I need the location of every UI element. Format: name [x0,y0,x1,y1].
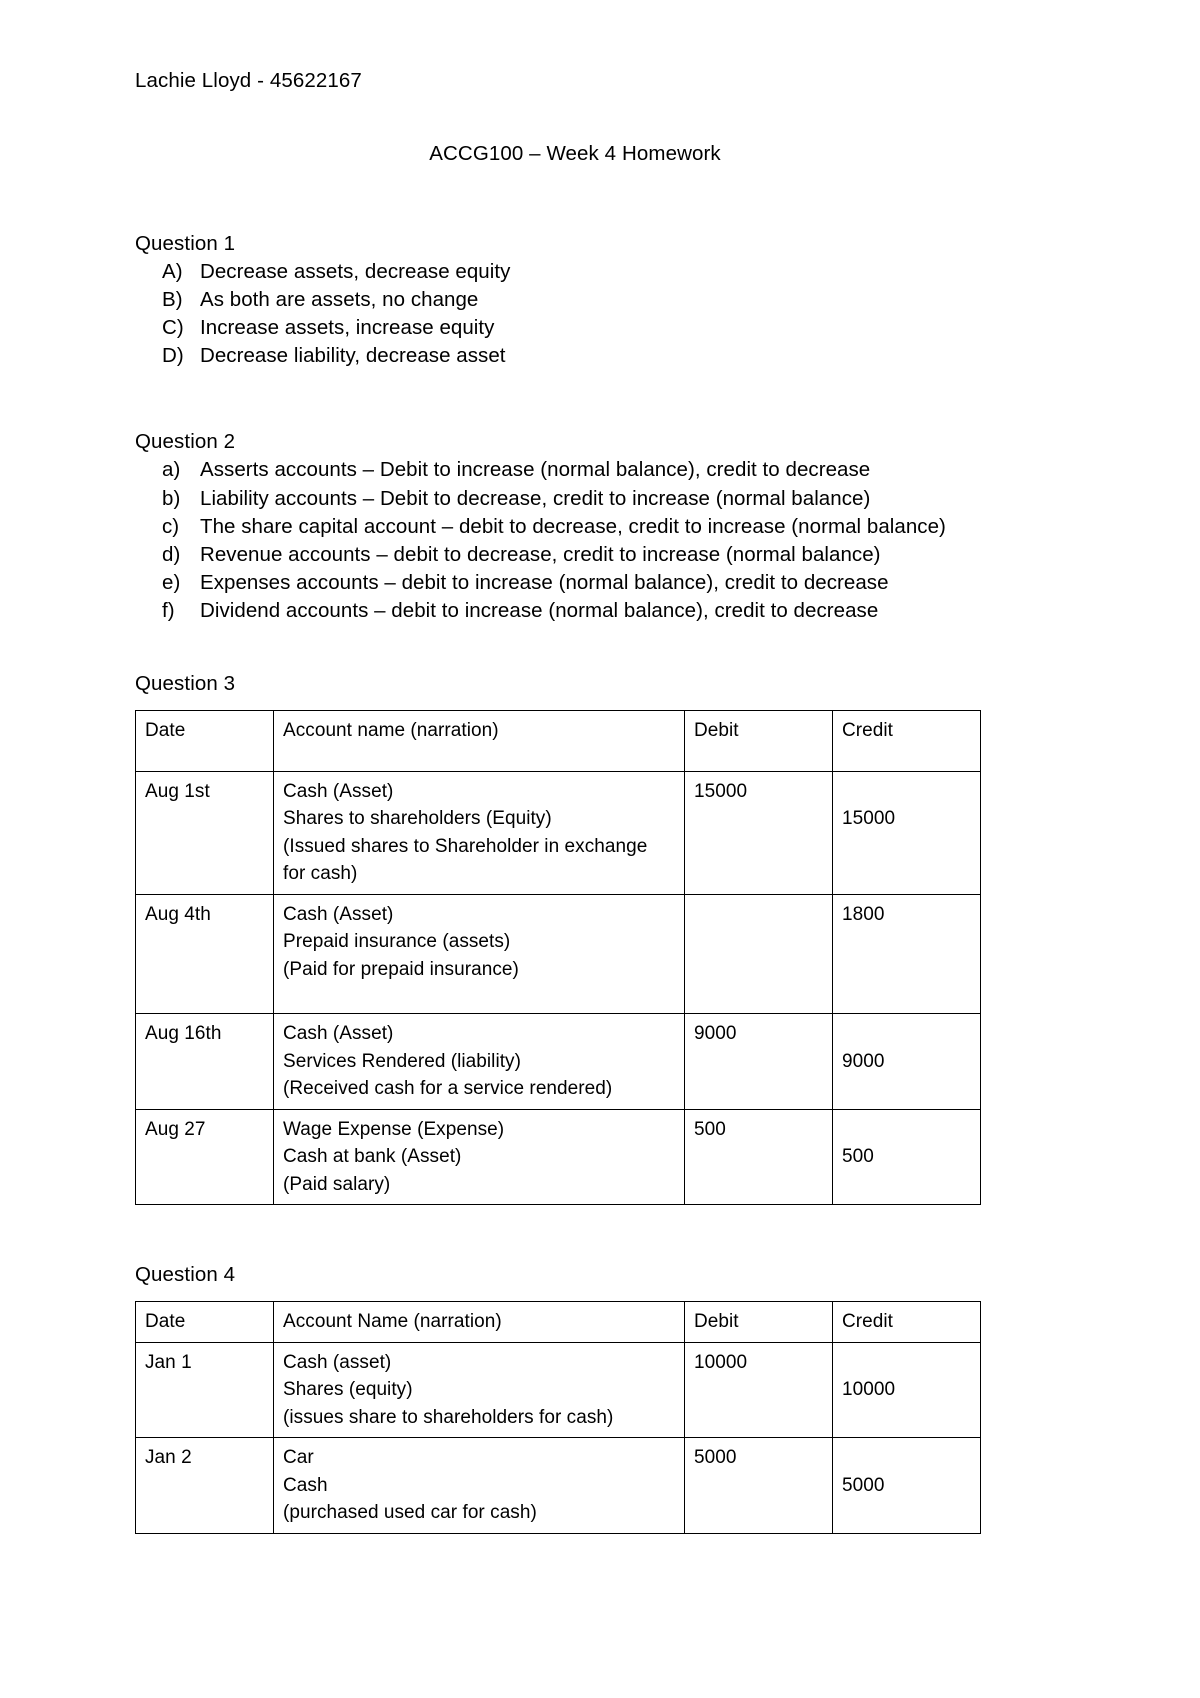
table-row [136,1438,981,1534]
author-line: Lachie Lloyd - 45622167 [135,69,362,92]
question-1-answer-list [135,258,1080,371]
cell-credit [833,1438,981,1534]
question-2-answer-list [135,456,1080,625]
debit-amount: 500 [694,1118,726,1140]
credit-amount: 1800 [842,903,885,925]
account-line: Wage Expense (Expense) [283,1118,505,1140]
column-header-debit: Debit [685,710,833,771]
credit-amount: 15000 [842,808,896,830]
list-item [135,456,1080,484]
cell-account [274,1014,685,1110]
list-marker: D) [162,344,184,368]
account-line: Cash at bank (Asset) [283,1146,462,1168]
account-line: Shares to shareholders (Equity) [283,808,552,830]
table-row [136,894,981,1014]
table-header-row [136,710,981,771]
question-4-heading: Question 4 [135,1263,236,1287]
account-line: (Paid salary) [283,1173,391,1195]
cell-credit [833,1109,981,1205]
question-2-heading: Question 2 [135,430,236,454]
cell-account [274,1438,685,1534]
list-text: Revenue accounts – debit to decrease, credit to increase (normal balance) [200,543,881,567]
column-header-account: Account Name (narration) [274,1302,685,1343]
question-3-journal-table [135,710,981,1206]
list-item [135,258,1080,286]
list-text: The share capital account – debit to decrease, credit to increase (normal balance) [200,514,946,538]
account-line: for cash) [283,863,358,885]
column-header-credit: Credit [833,1302,981,1343]
credit-amount: 9000 [842,1050,885,1072]
cell-date: Aug 4th [136,894,274,1014]
list-marker: A) [162,259,183,283]
column-header-credit: Credit [833,710,981,771]
cell-debit [685,771,833,894]
list-text: Decrease assets, decrease equity [200,259,511,283]
account-line: Car [283,1447,314,1469]
account-line: Cash (Asset) [283,903,394,925]
cell-account [274,1109,685,1205]
cell-credit [833,1014,981,1110]
cell-debit [685,894,833,1014]
list-marker: d) [162,543,181,567]
list-item [135,597,1080,625]
list-item [135,286,1080,314]
account-line: (Received cash for a service rendered) [283,1078,613,1100]
table-row [136,1014,981,1110]
cell-credit [833,1342,981,1438]
table-row [136,1342,981,1438]
list-item [135,485,1080,513]
account-line: (Issued shares to Shareholder in exchange [283,835,648,857]
cell-debit [685,1014,833,1110]
list-text: As both are assets, no change [200,287,479,311]
list-marker: a) [162,458,181,482]
column-header-date: Date [136,710,274,771]
question-4-journal-table [135,1301,981,1534]
list-item [135,513,1080,541]
list-item [135,569,1080,597]
column-header-account: Account name (narration) [274,710,685,771]
table-row [136,1109,981,1205]
debit-amount: 9000 [694,1023,737,1045]
question-1-heading: Question 1 [135,231,236,255]
list-marker: f) [162,599,175,623]
cell-debit [685,1109,833,1205]
list-text: Asserts accounts – Debit to increase (normal balance), credit to decrease [200,458,871,482]
account-line: Cash (Asset) [283,780,394,802]
column-header-debit: Debit [685,1302,833,1343]
list-marker: b) [162,486,181,510]
account-line: (Paid for prepaid insurance) [283,958,519,980]
list-marker: c) [162,514,180,538]
credit-amount: 10000 [842,1379,896,1401]
account-line: (purchased used car for cash) [283,1502,537,1524]
account-line: Shares (equity) [283,1379,413,1401]
cell-debit [685,1342,833,1438]
column-header-date: Date [136,1302,274,1343]
list-text: Expenses accounts – debit to increase (normal balance), credit to decrease [200,571,889,595]
cell-date: Jan 1 [136,1342,274,1438]
list-item [135,314,1080,342]
list-item [135,541,1080,569]
debit-amount: 5000 [694,1447,737,1469]
list-marker: C) [162,316,184,340]
table-row [136,771,981,894]
debit-amount: 15000 [694,780,748,802]
cell-date: Jan 2 [136,1438,274,1534]
list-text: Increase assets, increase equity [200,316,495,340]
list-marker: e) [162,571,181,595]
credit-amount: 500 [842,1146,874,1168]
credit-amount: 5000 [842,1474,885,1496]
cell-credit [833,771,981,894]
cell-account [274,894,685,1014]
list-text: Liability accounts – Debit to decrease, credit to increase (normal balance) [200,486,871,510]
list-text: Decrease liability, decrease asset [200,344,506,368]
cell-debit [685,1438,833,1534]
list-text: Dividend accounts – debit to increase (normal balance), credit to decrease [200,599,879,623]
cell-date: Aug 1st [136,771,274,894]
account-line: Cash (Asset) [283,1023,394,1045]
account-line: Cash (asset) [283,1351,392,1373]
cell-date: Aug 27 [136,1109,274,1205]
list-item [135,342,1080,370]
cell-account [274,1342,685,1438]
account-line: Prepaid insurance (assets) [283,931,511,953]
list-marker: B) [162,287,183,311]
account-line: Cash [283,1474,328,1496]
debit-amount: 10000 [694,1351,748,1373]
question-3-heading: Question 3 [135,671,236,695]
cell-account [274,771,685,894]
page-title: ACCG100 – Week 4 Homework [429,141,721,165]
account-line: Services Rendered (liability) [283,1050,521,1072]
account-line: (issues share to shareholders for cash) [283,1406,614,1428]
cell-date: Aug 16th [136,1014,274,1110]
table-header-row [136,1302,981,1343]
cell-credit [833,894,981,1014]
